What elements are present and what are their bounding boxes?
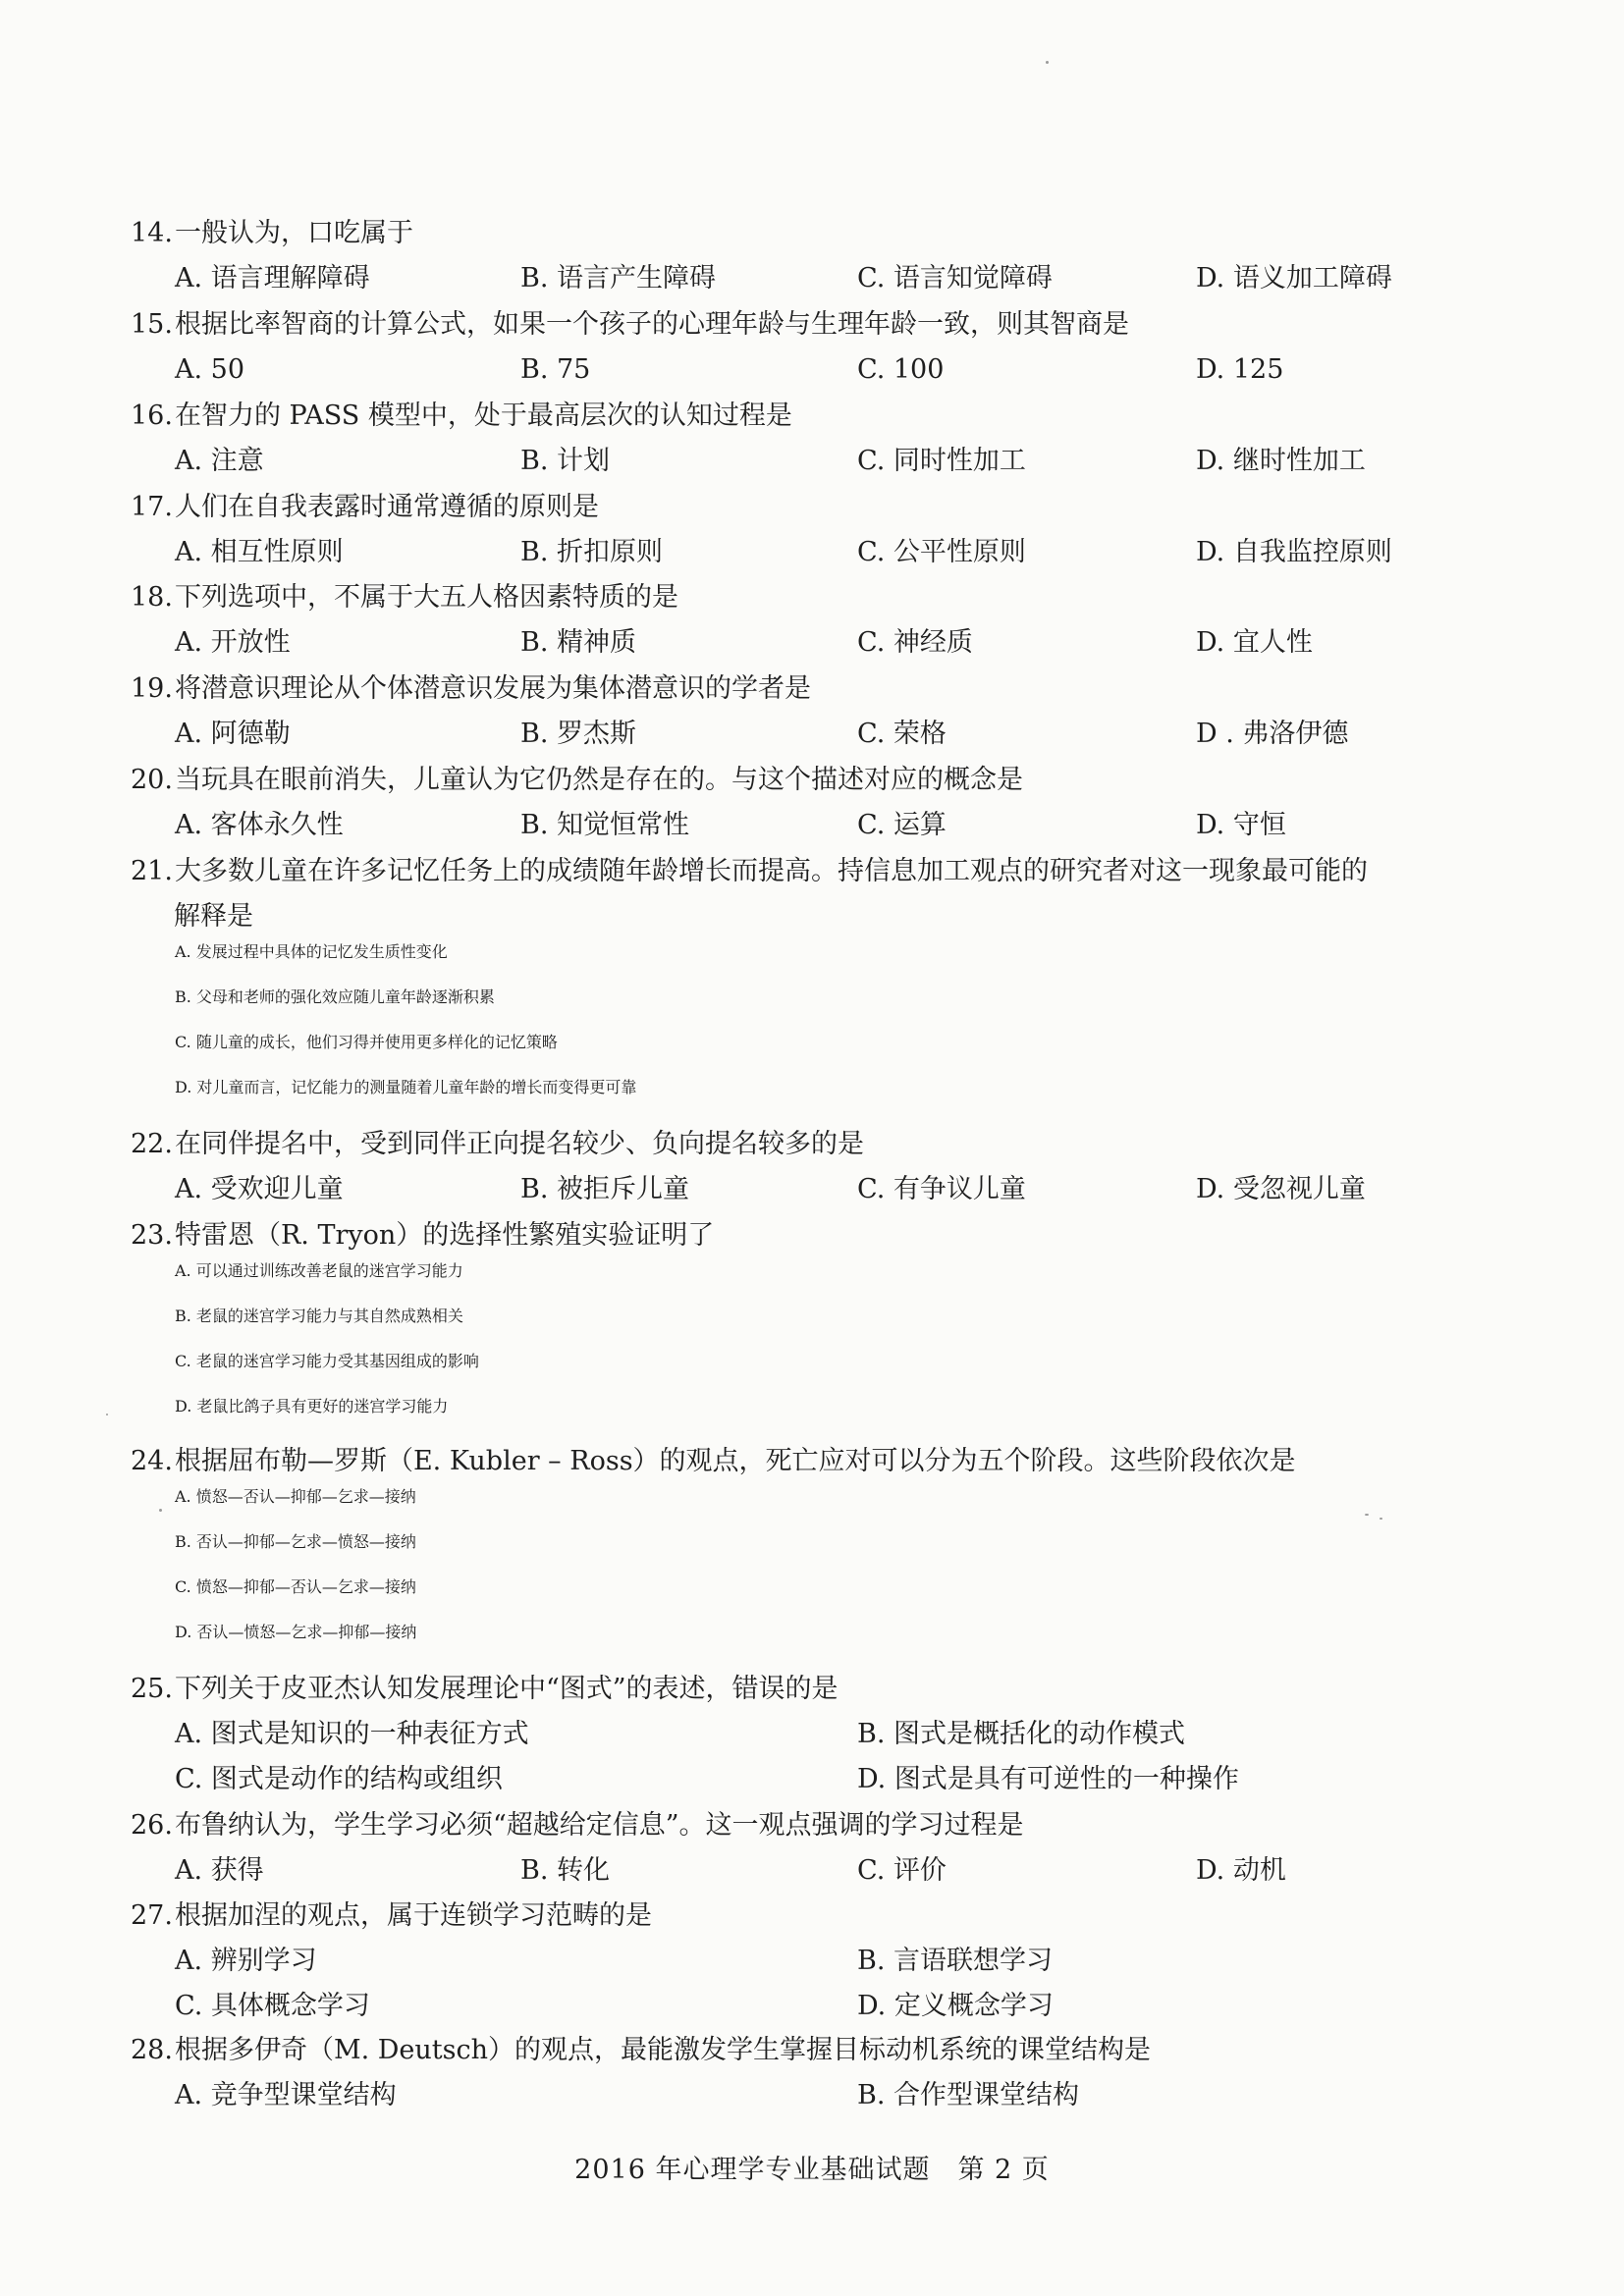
question-22 [131, 1122, 1505, 1212]
option-d: D. 受忽视儿童 [1196, 1174, 1366, 1204]
option-list [131, 1484, 1505, 1665]
option-list [131, 1258, 1505, 1439]
option-d: D. 125 [1196, 354, 1284, 385]
option-b: B. 语言产生障碍 [520, 263, 717, 294]
question-text: 根据比率智商的计算公式，如果一个孩子的心理年龄与生理年龄一致，则其智商是 [174, 309, 1129, 340]
option-a: A. 可以通过训练改善老鼠的迷宫学习能力 [175, 1261, 463, 1280]
option-a: A. 语言理解障碍 [175, 263, 370, 294]
question-text: 大多数儿童在许多记忆任务上的成绩随年龄增长而提高。持信息加工观点的研究者对这一现象最可能的 [174, 856, 1368, 886]
option-c: C. 愤怒—抑郁—否认—乞求—接纳 [175, 1577, 416, 1596]
question-text: 根据屈布勒—罗斯（E. Kubler – Ross）的观点，死亡应对可以分为五个阶段。这些阶段依次是 [174, 1446, 1296, 1476]
option-row [131, 620, 1505, 666]
question-number: 20. [131, 765, 173, 795]
question-number: 19. [131, 673, 173, 704]
option-a: A. 客体永久性 [175, 810, 344, 840]
option-d: D. 对儿童而言，记忆能力的测量随着儿童年龄的增长而变得更可靠 [175, 1078, 637, 1096]
option-b: B. 罗杰斯 [520, 719, 637, 749]
option-d: D. 自我监控原则 [1196, 537, 1392, 567]
question-number: 16. [131, 400, 173, 431]
option-a: A. 注意 [175, 446, 264, 476]
question-number: 22. [131, 1129, 173, 1159]
option-c: C. 100 [857, 354, 945, 385]
option-d: D. 动机 [1196, 1855, 1286, 1886]
question-stem [131, 1439, 1505, 1484]
question-number: 28. [131, 2035, 173, 2065]
question-stem [131, 1894, 1505, 1939]
question-number: 18. [131, 582, 173, 613]
option-c: C. 老鼠的迷宫学习能力受其基因组成的影响 [175, 1352, 479, 1370]
question-number: 23. [131, 1220, 173, 1251]
option-b: B. 言语联想学习 [857, 1946, 1054, 1976]
option-b: B. 精神质 [520, 627, 637, 658]
question-25 [131, 1667, 1505, 1802]
question-text: 根据多伊奇（M. Deutsch）的观点，最能激发学生掌握目标动机系统的课堂结构是 [174, 2035, 1151, 2065]
question-text-continued: 解释是 [174, 901, 253, 932]
option-d: D. 守恒 [1196, 810, 1286, 840]
question-26 [131, 1803, 1505, 1894]
question-28 [131, 2028, 1505, 2118]
scan-speck [106, 1414, 108, 1415]
option-row [131, 2073, 1505, 2118]
option-row [131, 530, 1505, 575]
question-number: 21. [131, 856, 173, 886]
question-18 [131, 575, 1505, 666]
scan-speck [1046, 61, 1049, 64]
question-number: 24. [131, 1446, 173, 1476]
question-number: 15. [131, 309, 173, 340]
option-c: C. 图式是动作的结构或组织 [175, 1764, 503, 1794]
question-stem [131, 394, 1505, 439]
scan-speck [1365, 1514, 1369, 1516]
option-row [131, 347, 1505, 393]
option-d: D. 宜人性 [1196, 627, 1313, 658]
question-stem [131, 2028, 1505, 2073]
option-row [131, 439, 1505, 484]
scan-speck [159, 1509, 162, 1512]
question-text: 一般认为，口吃属于 [174, 218, 413, 248]
question-text: 下列选项中，不属于大五人格因素特质的是 [174, 582, 678, 613]
option-b: B. 合作型课堂结构 [857, 2080, 1080, 2110]
option-row [131, 1712, 1505, 1757]
option-row [131, 1848, 1505, 1894]
option-a: A. 50 [175, 354, 245, 385]
option-c: C. 同时性加工 [857, 446, 1026, 476]
option-b: B. 图式是概括化的动作模式 [857, 1719, 1186, 1749]
option-b: B. 知觉恒常性 [520, 810, 690, 840]
option-d: D. 否认—愤怒—乞求—抑郁—接纳 [175, 1623, 417, 1641]
option-c: C. 语言知觉障碍 [857, 263, 1053, 294]
option-row [131, 712, 1505, 757]
option-a: A. 阿德勒 [175, 719, 291, 749]
option-a: A. 开放性 [175, 627, 291, 658]
option-list [131, 939, 1505, 1120]
option-row [131, 256, 1505, 301]
option-a: A. 发展过程中具体的记忆发生质性变化 [175, 942, 448, 961]
option-d: D. 语义加工障碍 [1196, 263, 1392, 294]
question-16 [131, 394, 1505, 484]
option-d: D. 定义概念学习 [857, 1991, 1054, 2021]
question-stem [131, 758, 1505, 803]
question-number: 26. [131, 1810, 173, 1841]
option-c: C. 有争议儿童 [857, 1174, 1026, 1204]
question-text: 在智力的 PASS 模型中，处于最高层次的认知过程是 [174, 400, 792, 431]
option-d: D. 图式是具有可逆性的一种操作 [857, 1764, 1239, 1794]
question-stem [131, 485, 1505, 530]
option-d: D. 老鼠比鸽子具有更好的迷宫学习能力 [175, 1397, 449, 1415]
question-15 [131, 302, 1505, 393]
question-stem [131, 211, 1505, 256]
question-17 [131, 485, 1505, 575]
question-number: 17. [131, 492, 173, 522]
question-text: 将潜意识理论从个体潜意识发展为集体潜意识的学者是 [174, 673, 811, 704]
question-23 [131, 1213, 1505, 1439]
question-text: 根据加涅的观点，属于连锁学习范畴的是 [174, 1900, 652, 1931]
question-stem [131, 1122, 1505, 1167]
option-d: D . 弗洛伊德 [1196, 719, 1349, 749]
option-b: B. 否认—抑郁—乞求—愤怒—接纳 [175, 1532, 416, 1551]
option-a: A. 愤怒—否认—抑郁—乞求—接纳 [175, 1487, 416, 1506]
option-c: C. 运算 [857, 810, 947, 840]
option-b: B. 被拒斥儿童 [520, 1174, 690, 1204]
question-14 [131, 211, 1505, 301]
option-a: A. 受欢迎儿童 [175, 1174, 344, 1204]
question-text: 布鲁纳认为，学生学习必须“超越给定信息”。这一观点强调的学习过程是 [174, 1810, 1024, 1841]
question-number: 14. [131, 218, 173, 248]
option-row [131, 1939, 1505, 1984]
option-b: B. 计划 [520, 446, 611, 476]
question-text: 特雷恩（R. Tryon）的选择性繁殖实验证明了 [174, 1220, 715, 1251]
option-b: B. 75 [520, 354, 591, 385]
question-stem [131, 302, 1505, 347]
option-c: C. 公平性原则 [857, 537, 1026, 567]
question-27 [131, 1894, 1505, 2029]
question-text: 在同伴提名中，受到同伴正向提名较少、负向提名较多的是 [174, 1129, 864, 1159]
question-21 [131, 849, 1505, 1120]
scan-speck [1380, 1518, 1382, 1520]
option-a: A. 图式是知识的一种表征方式 [175, 1719, 529, 1749]
question-text: 当玩具在眼前消失，儿童认为它仍然是存在的。与这个描述对应的概念是 [174, 765, 1023, 795]
option-a: A. 相互性原则 [175, 537, 344, 567]
option-b: B. 父母和老师的强化效应随儿童年龄逐渐积累 [175, 988, 495, 1006]
option-c: C. 神经质 [857, 627, 973, 658]
question-text: 下列关于皮亚杰认知发展理论中“图式”的表述，错误的是 [174, 1674, 839, 1704]
question-stem [131, 849, 1505, 939]
option-c: C. 评价 [857, 1855, 947, 1886]
question-24 [131, 1439, 1505, 1665]
question-stem [131, 667, 1505, 712]
question-19 [131, 667, 1505, 757]
option-row [131, 1167, 1505, 1212]
question-stem [131, 575, 1505, 620]
option-b: B. 老鼠的迷宫学习能力与其自然成熟相关 [175, 1307, 463, 1325]
option-row [131, 803, 1505, 848]
page-footer: 2016 年心理学专业基础试题 第 2 页 [574, 2155, 1050, 2185]
option-a: A. 辨别学习 [175, 1946, 317, 1976]
question-stem [131, 1213, 1505, 1258]
option-row [131, 1757, 1505, 1802]
question-stem [131, 1667, 1505, 1712]
question-number: 27. [131, 1900, 173, 1931]
question-number: 25. [131, 1674, 173, 1704]
question-20 [131, 758, 1505, 848]
option-a: A. 获得 [175, 1855, 264, 1886]
option-a: A. 竞争型课堂结构 [175, 2080, 397, 2110]
option-b: B. 转化 [520, 1855, 611, 1886]
question-stem [131, 1803, 1505, 1848]
option-c: C. 随儿童的成长，他们习得并使用更多样化的记忆策略 [175, 1033, 558, 1051]
option-row [131, 1984, 1505, 2029]
option-c: C. 荣格 [857, 719, 947, 749]
option-d: D. 继时性加工 [1196, 446, 1366, 476]
option-b: B. 折扣原则 [520, 537, 664, 567]
question-text: 人们在自我表露时通常遵循的原则是 [174, 492, 599, 522]
option-c: C. 具体概念学习 [175, 1991, 370, 2021]
